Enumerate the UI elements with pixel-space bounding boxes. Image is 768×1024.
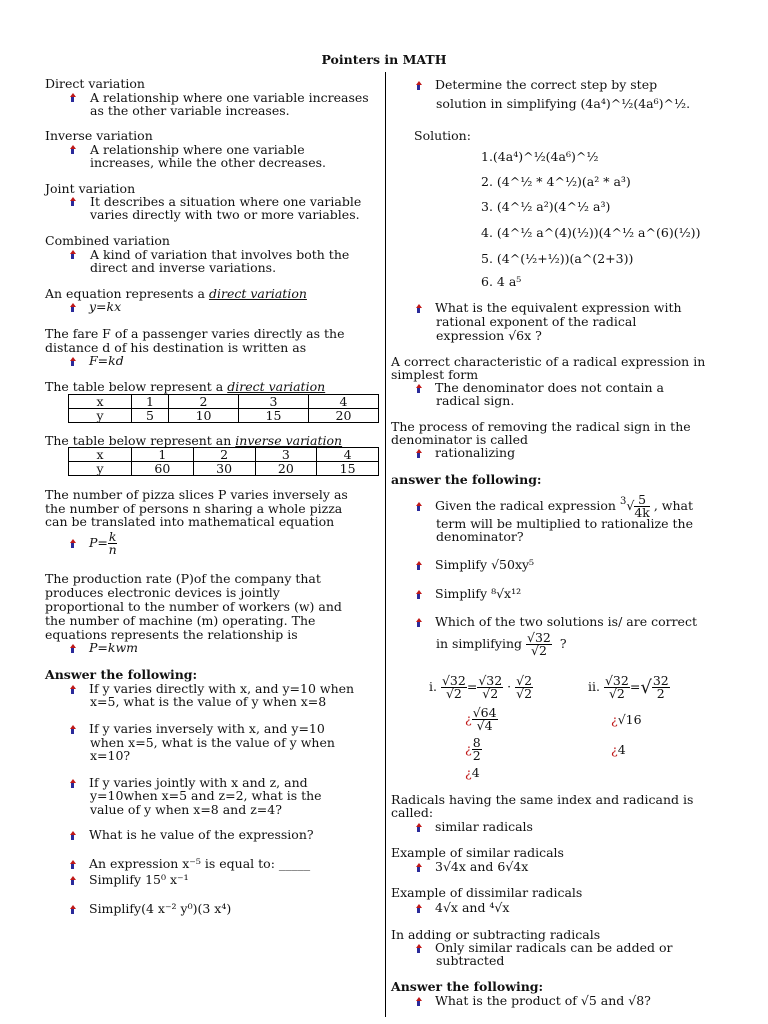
answer-heading-right: answer the following: — [391, 472, 542, 487]
table-cell: 20 — [255, 462, 317, 476]
bullet-arrow-icon — [414, 590, 423, 599]
solution-i-row-3: ¿4 — [465, 765, 480, 780]
process-line-2: denominator is called — [391, 432, 529, 447]
same-index-bullet: similar radicals — [414, 820, 533, 833]
question-3: If y varies jointly with x and z, and — [68, 776, 308, 789]
question-2: If y varies inversely with x, and y=10 — [68, 722, 325, 735]
solution-i: i. $\frac{√32}{√2}$ = $\frac{√32}{√2}$ · $\frac{√2}{√2}$ — [429, 673, 533, 701]
solution-ii-row-2: ¿4 — [611, 742, 626, 757]
similar-example-label: Example of similar radicals — [391, 845, 564, 860]
table-cell: 15 — [317, 462, 379, 476]
equivalent-line-3: expression √6x ? — [436, 328, 542, 343]
joint-variation-heading: Joint variation — [45, 181, 136, 196]
solution-ii: ii. $\frac{√32}{√2}$ =√ $\frac{32}{2}$ — [588, 673, 669, 701]
simplify-radical-1: Simplify √50xy⁵ — [414, 558, 534, 571]
same-index-line-2: called: — [391, 805, 434, 820]
solution-i-row-1: ¿ $\frac{√64}{√4}$ — [465, 705, 497, 733]
bullet-arrow-icon — [68, 145, 77, 154]
table-cell: 2 — [193, 448, 255, 462]
bullet-arrow-icon — [414, 561, 423, 570]
pizza-line-3: can be translated into mathematical equation — [45, 514, 335, 529]
characteristic-line-2: simplest form — [391, 367, 479, 382]
solution-ii-row-1: ¿√16 — [611, 712, 642, 727]
process-line-1: The process of removing the radical sign in the — [391, 419, 691, 434]
bullet-arrow-icon — [414, 823, 423, 832]
question-1: If y varies directly with x, and y=10 when — [68, 682, 354, 695]
inverse-variation-heading: Inverse variation — [45, 128, 153, 143]
inverse-variation-table — [68, 447, 379, 476]
table-cell: 30 — [193, 462, 255, 476]
combined-variation-heading: Combined variation — [45, 233, 170, 248]
question-4: What is he value of the expression? — [68, 828, 314, 841]
determine-line-2: solution in simplifying (4a⁴)^½(4a⁶)^½. — [436, 96, 691, 111]
equivalent-line-2: rational exponent of the radical — [436, 314, 637, 329]
fare-line-2: distance d of his destination is written as — [45, 340, 307, 355]
bullet-arrow-icon — [414, 502, 423, 511]
table-cell: x — [69, 395, 132, 409]
characteristic-bullet: The denominator does not contain a — [414, 381, 664, 394]
characteristic-bullet-line-2: radical sign. — [436, 393, 515, 408]
direct-variation-heading: Direct variation — [45, 76, 145, 91]
table-row — [69, 448, 379, 462]
simplify-radical-2: Simplify ⁸√x¹² — [414, 587, 521, 600]
bullet-arrow-icon — [68, 250, 77, 259]
table-cell: 15 — [239, 409, 309, 423]
bullet-arrow-icon — [68, 685, 77, 694]
table-cell: x — [69, 448, 132, 462]
characteristic-line-1: A correct characteristic of a radical expression in — [391, 354, 706, 369]
equivalent-line-1: What is the equivalent expression with — [414, 301, 682, 314]
question-3-line-2: y=10when x=5 and z=2, what is the — [90, 788, 322, 803]
bullet-arrow-icon — [414, 81, 423, 90]
direct-variation-table — [68, 394, 379, 423]
table-cell: y — [69, 462, 132, 476]
bullet-arrow-icon — [414, 618, 423, 627]
table-cell: 2 — [169, 395, 239, 409]
bullet-arrow-icon — [414, 904, 423, 913]
bullet-arrow-icon — [68, 831, 77, 840]
solution-step-2: 2. (4^½ * 4^½)(a² * a³) — [481, 174, 631, 189]
determine-line-1: Determine the correct step by step — [414, 78, 657, 91]
question-2-line-2: when x=5, what is the value of y when — [90, 735, 335, 750]
question-6: Simplify 15⁰ x⁻¹ — [68, 873, 189, 886]
which-line-1: Which of the two solutions is/ are correct — [414, 615, 697, 628]
production-bullet: P=kwm — [68, 641, 138, 654]
bullet-arrow-icon — [68, 539, 77, 548]
bullet-arrow-icon — [414, 997, 423, 1006]
adding-bullet-line-2: subtracted — [436, 953, 505, 968]
page-title: Pointers in MATH — [321, 52, 447, 67]
table-row — [69, 395, 379, 409]
bullet-arrow-icon — [414, 304, 423, 313]
bullet-arrow-icon — [68, 860, 77, 869]
table-row — [69, 409, 379, 423]
direct-equation-line: An equation represents a direct variation — [45, 286, 307, 301]
table-cell: 3 — [239, 395, 309, 409]
table-cell: 10 — [169, 409, 239, 423]
table-cell: 1 — [132, 395, 169, 409]
production-line-3: proportional to the number of workers (w) and — [45, 599, 342, 614]
solution-step-1: 1.(4a⁴)^½(4a⁶)^½ — [481, 149, 599, 164]
table-cell: 4 — [308, 395, 378, 409]
pizza-equation: P= $\frac{k}{n}$ — [68, 531, 117, 556]
pizza-line-1: The number of pizza slices P varies inversely as — [45, 487, 348, 502]
which-line-2: in simplifying $\frac{√32}{√2}$ ? — [436, 630, 567, 658]
adding-label: In adding or subtracting radicals — [391, 927, 601, 942]
bullet-arrow-icon — [414, 863, 423, 872]
production-line-5: equations represents the relationship is — [45, 627, 298, 642]
bullet-arrow-icon — [68, 644, 77, 653]
table-row — [69, 462, 379, 476]
solution-label: Solution: — [414, 128, 471, 143]
question-3-line-3: value of y when x=8 and z=4? — [90, 802, 282, 817]
bullet-arrow-icon — [68, 779, 77, 788]
question-1-line-2: x=5, what is the value of y when x=8 — [90, 694, 327, 709]
given-line-2: term will be multiplied to rationalize the — [436, 516, 693, 531]
bullet-arrow-icon — [414, 384, 423, 393]
column-divider — [385, 72, 386, 1017]
fare-line-1: The fare F of a passenger varies directly as the — [45, 326, 345, 341]
bullet-arrow-icon — [68, 725, 77, 734]
production-line-2: produces electronic devices is jointly — [45, 585, 280, 600]
bullet-arrow-icon — [68, 303, 77, 312]
pizza-line-2: the number of persons n sharing a whole pizza — [45, 501, 343, 516]
table-cell: 60 — [132, 462, 194, 476]
similar-example-bullet: 3√4x and 6√4x — [414, 860, 528, 873]
solution-step-5: 5. (4^(½+½))(a^(2+3)) — [481, 251, 634, 266]
question-7: Simplify(4 x⁻² y⁰)(3 x⁴) — [68, 902, 231, 915]
direct-table-caption: The table below represent a direct variation — [45, 379, 326, 394]
dissimilar-example-label: Example of dissimilar radicals — [391, 885, 583, 900]
bullet-arrow-icon — [68, 93, 77, 102]
fare-bullet: F=kd — [68, 354, 124, 367]
bullet-arrow-icon — [68, 197, 77, 206]
production-line-1: The production rate (P)of the company that — [45, 571, 321, 586]
process-bullet: rationalizing — [414, 446, 515, 459]
question-5: An expression x⁻⁵ is equal to: _____ — [68, 857, 310, 870]
table-cell: 5 — [132, 409, 169, 423]
solution-step-4: 4. (4^½ a^(4)(½))(4^½ a^(6)(½)) — [481, 225, 701, 240]
table-cell: 20 — [308, 409, 378, 423]
answer-heading-left: Answer the following: — [45, 667, 198, 682]
bullet-arrow-icon — [68, 357, 77, 366]
same-index-line-1: Radicals having the same index and radicand is — [391, 792, 694, 807]
bullet-arrow-icon — [68, 876, 77, 885]
production-line-4: the number of machine (m) operating. The — [45, 613, 316, 628]
bullet-arrow-icon — [414, 449, 423, 458]
inverse-table-caption: The table below represent an inverse variation — [45, 433, 343, 448]
bullet-arrow-icon — [68, 905, 77, 914]
dissimilar-example-bullet: 4√x and ⁴√x — [414, 901, 509, 914]
adding-bullet: Only similar radicals can be added or — [414, 941, 672, 954]
given-line-3: denominator? — [436, 529, 524, 544]
given-line-1: Given the radical expression $^3$√ $\frac{5}{4k}$ , what — [414, 494, 693, 519]
solution-step-6: 6. 4 a⁵ — [481, 274, 522, 289]
solution-step-3: 3. (4^½ a²)(4^½ a³) — [481, 199, 611, 214]
direct-equation-bullet: y=kx — [68, 300, 121, 313]
answer-heading-right-2: Answer the following: — [391, 979, 544, 994]
table-cell: y — [69, 409, 132, 423]
product-question: What is the product of √5 and √8? — [414, 994, 651, 1007]
table-cell: 1 — [132, 448, 194, 462]
question-2-line-3: x=10? — [90, 748, 131, 763]
solution-i-row-2: ¿ $\frac{8}{2}$ — [465, 735, 481, 763]
table-cell: 4 — [317, 448, 379, 462]
bullet-arrow-icon — [414, 944, 423, 953]
table-cell: 3 — [255, 448, 317, 462]
